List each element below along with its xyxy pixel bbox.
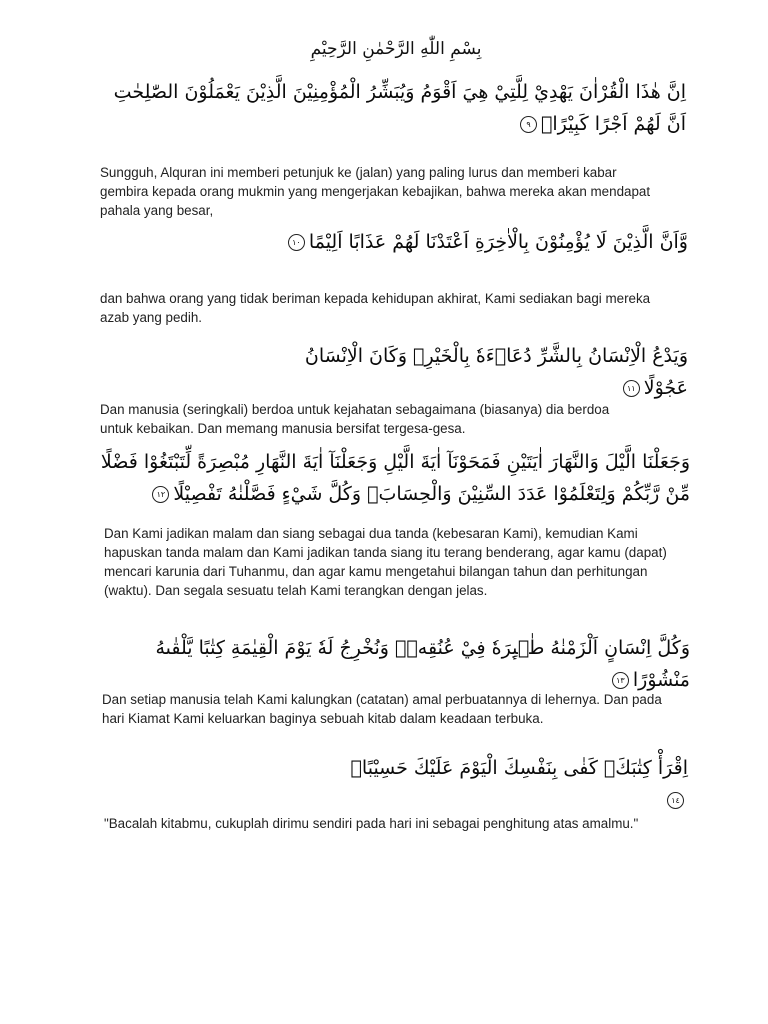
verse-13-arabic-text: وَكُلَّ اِنْسَانٍ اَلْزَمْنٰهُ طٰۤىِٕرَهٗ فِيْ عُنُقِهٖۗ وَنُخْرِجُ لَهٗ يَوْمَ الْقِيٰمَةِ كِتٰبًا يَّلْقٰىهُ مَنْشُوْرًا bbox=[155, 637, 690, 691]
verse-9-translation: Sungguh, Alquran ini memberi petunjuk ke (jalan) yang paling lurus dan memberi kabar gembira kepada orang mukmin yang mengerjakan kebajikan, bahwa mereka akan mendapat pahala yang besar, bbox=[100, 165, 651, 218]
verse-10-arabic-text: وَّاَنَّ الَّذِيْنَ لَا يُؤْمِنُوْنَ بِالْاٰخِرَةِ اَعْتَدْنَا لَهُمْ عَذَابًا اَلِيْمًا bbox=[308, 231, 688, 253]
verse-13-number-marker: ١٣ bbox=[612, 672, 629, 689]
verse-13-arabic bbox=[140, 632, 690, 696]
verse-11-arabic-text: وَيَدْعُ الْاِنْسَانُ بِالشَّرِّ دُعَاۤءَهٗ بِالْخَيْرِۗ وَكَانَ الْاِنْسَانُ عَجُوْلًا bbox=[304, 345, 688, 399]
verse-12-arabic-text: وَجَعَلْنَا الَّيْلَ وَالنَّهَارَ اٰيَتَيْنِ فَمَحَوْنَآ اٰيَةَ الَّيْلِ وَجَعَلْنَآ اٰيَةَ النَّهَارِ مُبْصِرَةً لِّتَبْتَغُوْا فَضْلًا مِّنْ رَّبِّكُمْ وَلِتَعْلَمُوْا عَدَدَ السِّنِيْنَ وَالْحِسَابَۗ وَكُلَّ شَيْءٍ فَصَّلْنٰهُ تَفْصِيْلًا bbox=[100, 451, 690, 505]
verse-11-translation: Dan manusia (seringkali) berdoa untuk kejahatan sebagaimana (biasanya) dia berdoa untuk kebaikan. Dan memang manusia bersifat tergesa-gesa. bbox=[100, 402, 610, 436]
verse-10-translation: dan bahwa orang yang tidak beriman kepada kehidupan akhirat, Kami sediakan bagi mereka azab yang pedih. bbox=[100, 291, 651, 325]
verse-10-arabic bbox=[210, 226, 688, 258]
verse-14-translation: "Bacalah kitabmu, cukuplah dirimu sendiri pada hari ini sebagai penghitung atas amalmu." bbox=[104, 816, 639, 831]
verse-9-arabic-text: اِنَّ هٰذَا الْقُرْاٰنَ يَهْدِيْ لِلَّتِيْ هِيَ اَقْوَمُ وَيُبَشِّرُ الْمُؤْمِنِيْنَ الَّذِيْنَ يَعْمَلُوْنَ الصّٰلِحٰتِ اَنَّ لَهُمْ اَجْرًا كَبِيْرًاۙ bbox=[113, 81, 686, 135]
verse-11-arabic bbox=[260, 340, 688, 404]
verse-9-arabic bbox=[96, 76, 686, 140]
verse-13-translation: Dan setiap manusia telah Kami kalungkan (catatan) amal perbuatannya di lehernya. Dan pada hari Kiamat Kami keluarkan baginya sebuah kitab dalam keadaan terbuka. bbox=[102, 692, 662, 726]
verse-10-number-marker: ١٠ bbox=[288, 234, 305, 251]
verse-9-number-marker: ٩ bbox=[520, 116, 537, 133]
verse-11-number-marker: ١١ bbox=[623, 380, 640, 397]
verse-12-translation: Dan Kami jadikan malam dan siang sebagai dua tanda (kebesaran Kami), kemudian Kami hapuskan tanda malam dan Kami jadikan tanda siang itu terang benderang, agar kamu (dapat) mencari karunia dari Tuhanmu, dan agar kamu mengetahui bilangan tahun dan perhitungan (waktu). Dan segala sesuatu telah Kami terangkan dengan jelas. bbox=[104, 526, 667, 598]
verse-12-number-marker: ١٢ bbox=[152, 486, 169, 503]
bismillah-heading: بِسْمِ اللّٰهِ الرَّحْمٰنِ الرَّحِيْمِ bbox=[310, 39, 482, 59]
verse-14-arabic bbox=[330, 752, 688, 816]
verse-12-arabic bbox=[100, 446, 690, 510]
verse-14-number-marker: ١٤ bbox=[667, 792, 684, 809]
verse-14-arabic-text: اِقْرَأْ كِتٰبَكَۗ كَفٰى بِنَفْسِكَ الْيَوْمَ عَلَيْكَ حَسِيْبًاۗ bbox=[350, 757, 688, 779]
